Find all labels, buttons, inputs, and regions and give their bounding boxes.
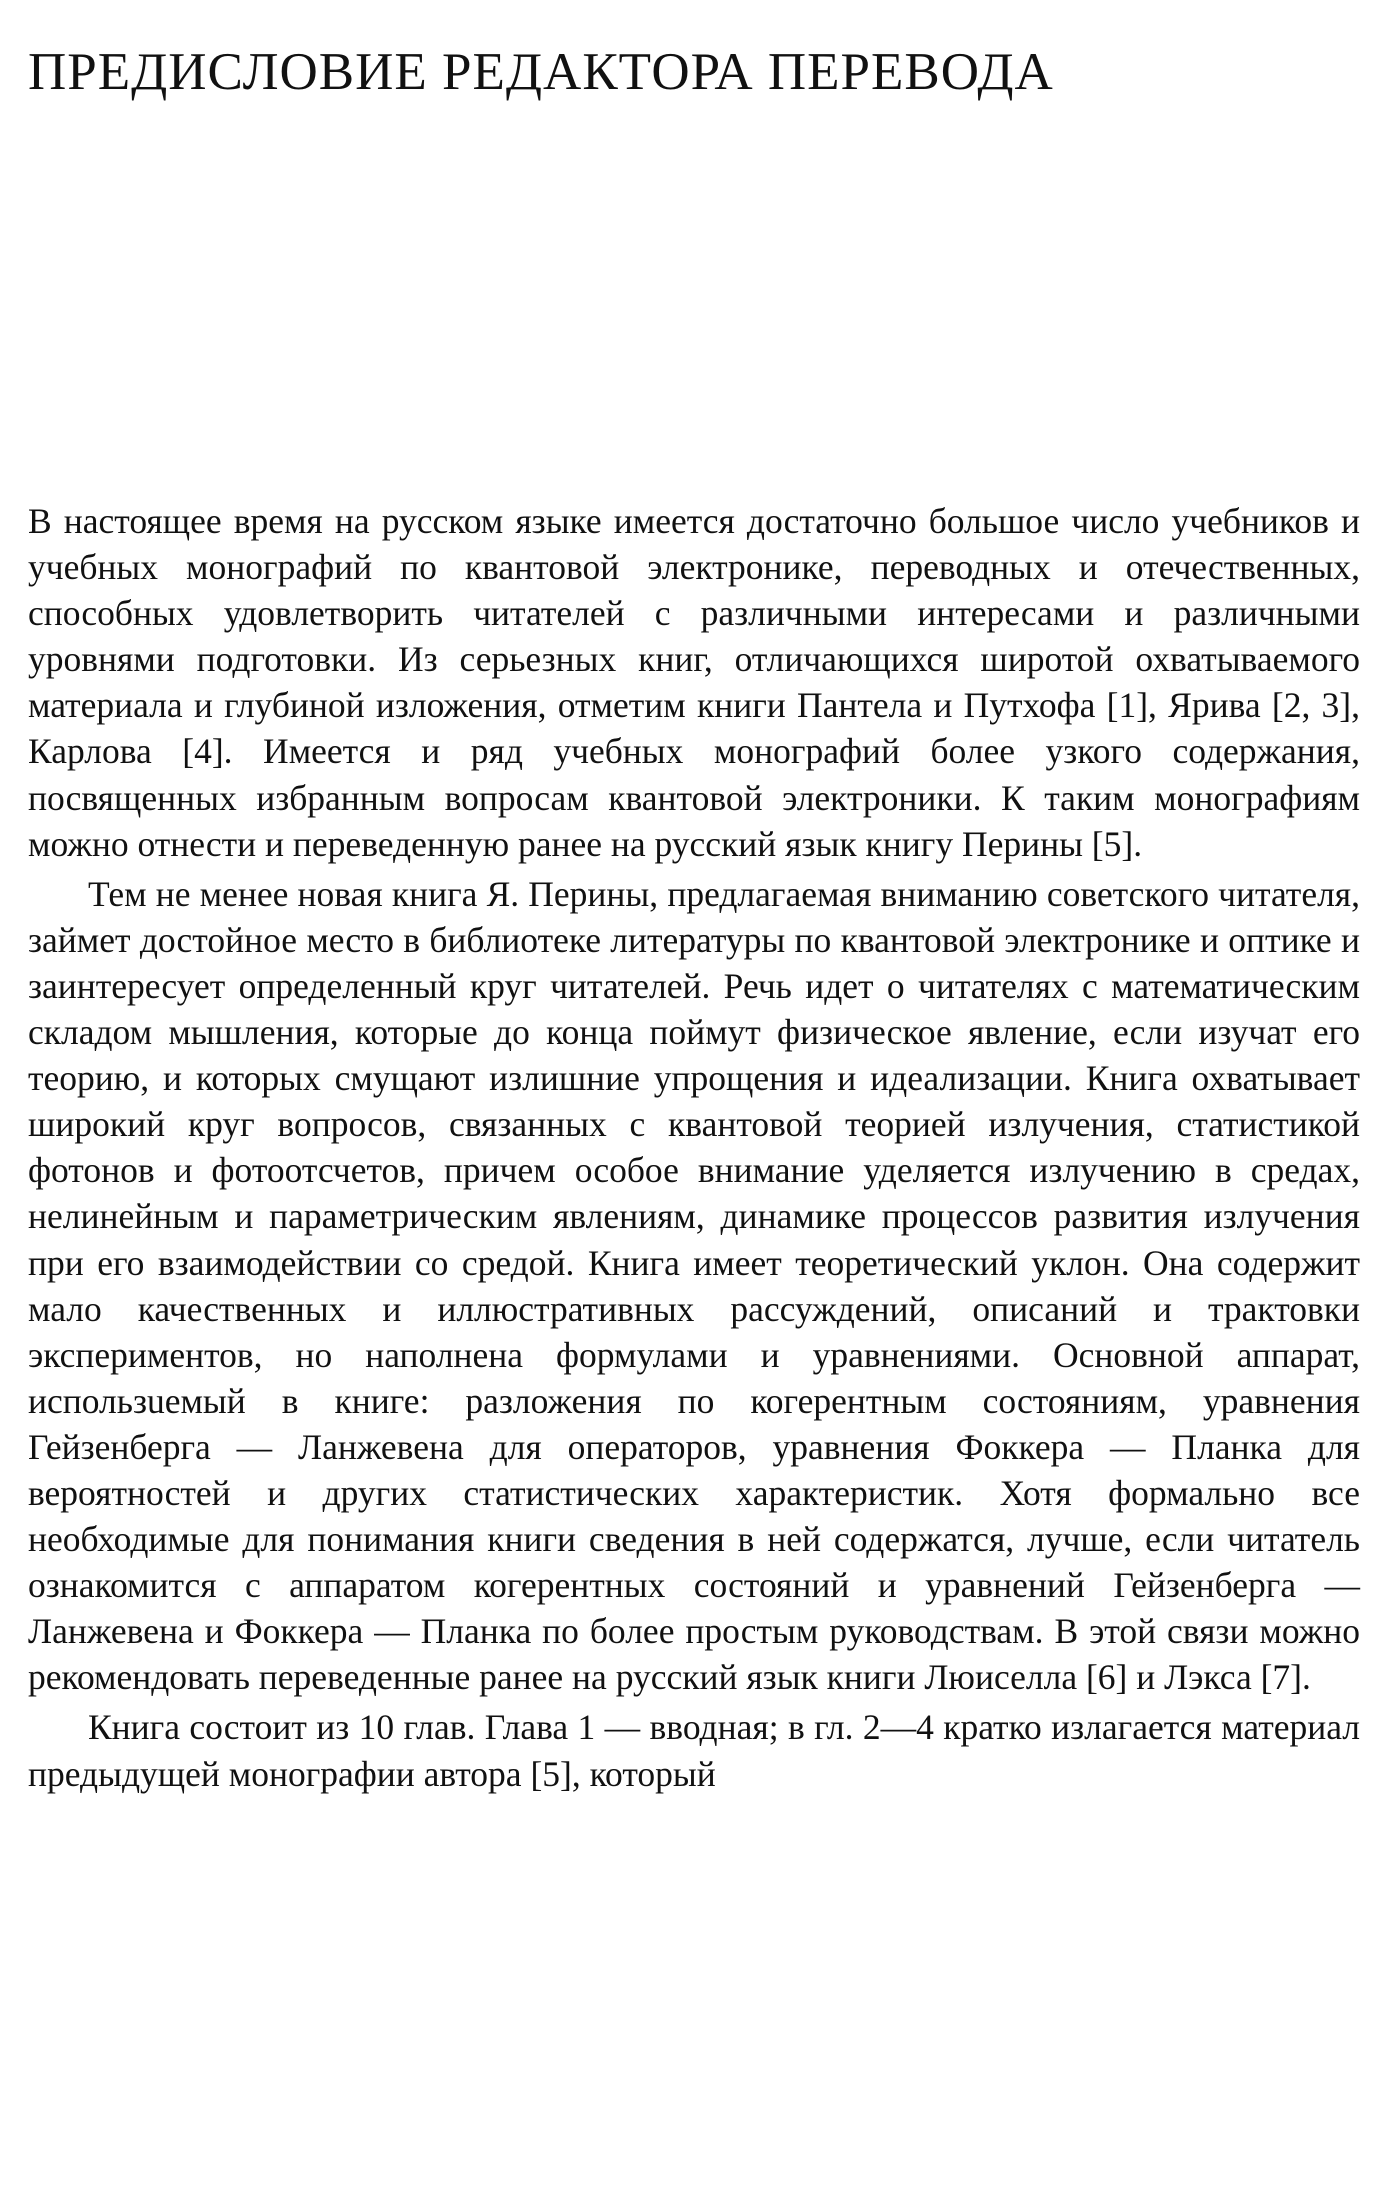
paragraph-3: Книга состоит из 10 глав. Глава 1 — вводная; в гл. 2—4 кратко излагается материал предыдущей монографии автора [5], который <box>28 1707 1360 1794</box>
page-title: ПРЕДИСЛОВИЕ РЕДАКТОРА ПЕРЕВОДА <box>28 43 1054 101</box>
body-text <box>28 498 1360 1797</box>
paragraph-1: В настоящее время на русском языке имеется достаточно большое число учебников и учебных монографий по квантовой электронике, переводных и отечественных, способных удовлетворить читателей с различными интересами и различными уровнями подготовки. Из серьезных книг, отличающихся широтой охватываемого материала и глубиной изложения, отметим книги Пантела и Путхофа [1], Ярива [2, 3], Карлова [4]. Имеется и ряд учебных монографий более узкого содержания, посвященных избранным вопросам квантовой электроники. К таким монографиям можно отнести и переведенную ранее на русский язык книгу Перины [5]. <box>28 501 1360 864</box>
paragraph-2: Тем не менее новая книга Я. Перины, предлагаемая вниманию советского читателя, займет достойное место в библиотеке литературы по квантовой электронике и оптике и заинтересует определенный круг читателей. Речь идет о читателях с математическим складом мышления, которые до конца поймут физическое явление, если изучат его теорию, и которых смущают излишние упрощения и идеализации. Книга охватывает широкий круг вопросов, связанных с квантовой теорией излучения, статистикой фотонов и фотоотсчетов, причем особое внимание уделяется излучению в средах, нелинейным и параметрическим явлениям, динамике процессов развития излучения при его взаимодействии со средой. Книга имеет теоретический уклон. Она содержит мало качественных и иллюстративных рассуждений, описаний и трактовки экспериментов, но наполнена формулами и уравнениями. Основной аппарат, использueмый в книге: разложения по когерентным состояниям, уравнения Гейзенберга — Ланжевена для операторов, уравнения Фоккера — Планка для вероятностей и других статистических характеристик. Хотя формально все необходимые для понимания книги сведения в ней содержатся, лучше, если читатель ознакомится с аппаратом когерентных состояний и уравнений Гейзенберга — Ланжевена и Фоккера — Планка по более простым руководствам. В этой связи можно рекомендовать переведенные ранее на русский язык книги Люиселла [6] и Лэкса [7]. <box>28 873 1360 1698</box>
